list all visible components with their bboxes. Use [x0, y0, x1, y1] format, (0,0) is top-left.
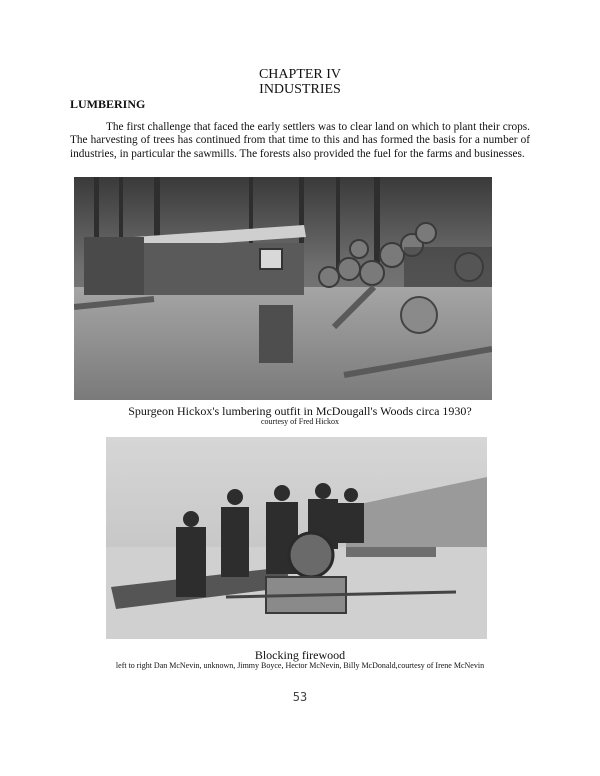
figure-credit-1: courtesy of Fred Hickox — [261, 417, 339, 426]
lumbering-camp-photo — [74, 177, 492, 400]
body-paragraph: The first challenge that faced the early settlers was to clear land on which to plant their crops. The harvesting of trees has continued from that time to this and has formed the basis for a number of industries, in particular the sawmills. The forests also provided the fuel for the farms and businesses. — [70, 121, 530, 160]
chapter-number: CHAPTER IV — [258, 67, 342, 82]
figure-caption-2: Blocking firewood — [254, 648, 346, 662]
blocking-firewood-photo — [106, 437, 487, 639]
figure-credit-2: left to right Dan McNevin, unknown, Jimmy Boyce, Hector McNevin, Billy McDonald,courtesy of Irene McNevin — [115, 661, 485, 670]
chapter-title: INDUSTRIES — [259, 82, 341, 97]
section-heading: LUMBERING — [70, 97, 146, 111]
page-number: 53 — [292, 690, 308, 704]
figure-caption-1: Spurgeon Hickox's lumbering outfit in McDougall's Woods circa 1930? — [128, 404, 472, 418]
